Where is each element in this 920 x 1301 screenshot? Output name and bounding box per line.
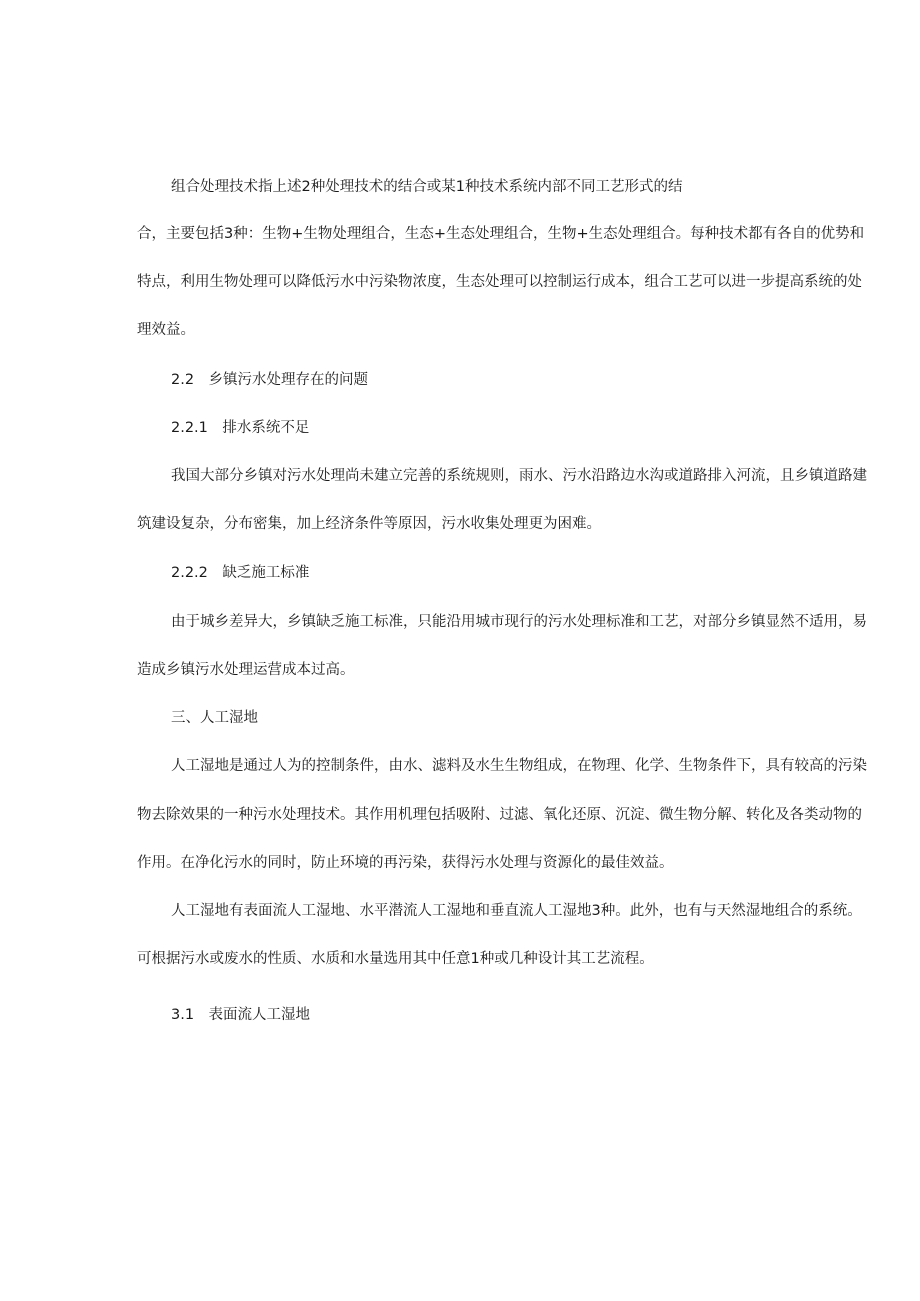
paragraph-wetland-line-2: 物去除效果的一种污水处理技术。其作用机理包括吸附、过滤、氧化还原、沉淀、微生物分解、转化及各类动物的 <box>137 807 862 823</box>
section-heading-2-2-2: 2.2.2 缺乏施工标准 <box>171 565 310 581</box>
paragraph-combined-treatment-line-1: 组合处理技术指上述2种处理技术的结合或某1种技术系统内部不同工艺形式的结 <box>171 179 683 195</box>
paragraph-drainage-line-2: 筑建设复杂，分布密集，加上经济条件等原因，污水收集处理更为困难。 <box>137 516 601 532</box>
paragraph-wetland-types-line-2: 可根据污水或废水的性质、水质和水量选用其中任意1种或几种设计其工艺流程。 <box>137 951 654 967</box>
paragraph-drainage-line-1: 我国大部分乡镇对污水处理尚未建立完善的系统规则，雨水、污水沿路边水沟或道路排入河流，且乡镇道路建 <box>171 468 867 484</box>
paragraph-standards-line-2: 造成乡镇污水处理运营成本过高。 <box>137 662 355 678</box>
paragraph-wetland-line-1: 人工湿地是通过人为的控制条件，由水、滤料及水生生物组成，在物理、化学、生物条件下，具有较高的污染 <box>171 758 867 774</box>
paragraph-standards-line-1: 由于城乡差异大，乡镇缺乏施工标准，只能沿用城市现行的污水处理标准和工艺，对部分乡镇显然不适用，易 <box>171 614 867 630</box>
section-heading-3-1: 3.1 表面流人工湿地 <box>171 1007 311 1023</box>
paragraph-combined-treatment-line-2: 合，主要包括3种：生物+生物处理组合，生态+生态处理组合，生物+生态处理组合。每种技术都有各自的优势和 <box>137 226 865 242</box>
paragraph-combined-treatment-line-3: 特点，利用生物处理可以降低污水中污染物浓度，生态处理可以控制运行成本，组合工艺可以进一步提高系统的处 <box>137 274 862 290</box>
paragraph-wetland-types-line-1: 人工湿地有表面流人工湿地、水平潜流人工湿地和垂直流人工湿地3种。此外，也有与天然湿地组合的系统。 <box>171 903 862 919</box>
section-heading-2-2: 2.2 乡镇污水处理存在的问题 <box>171 372 369 388</box>
paragraph-wetland-line-3: 作用。在净化污水的同时，防止环境的再污染，获得污水处理与资源化的最佳效益。 <box>137 855 674 871</box>
section-heading-2-2-1: 2.2.1 排水系统不足 <box>171 420 310 436</box>
section-heading-3: 三、人工湿地 <box>171 710 258 726</box>
paragraph-combined-treatment-line-4: 理效益。 <box>137 322 195 338</box>
